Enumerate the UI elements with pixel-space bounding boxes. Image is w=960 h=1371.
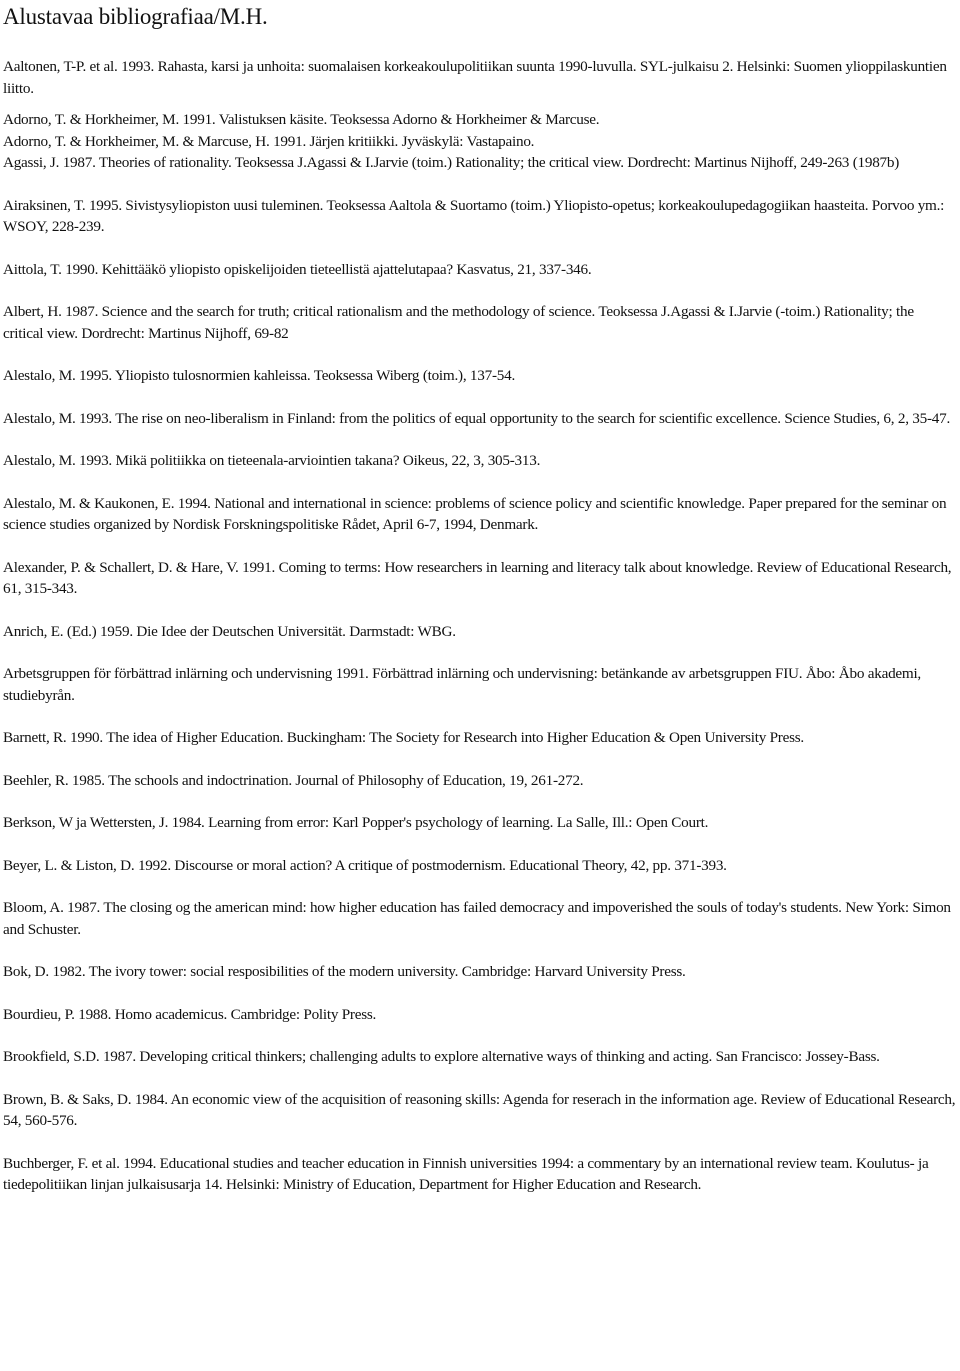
bibliography-entry: Aittola, T. 1990. Kehittääkö yliopisto opiskelijoiden tieteellistä ajattelutapaa? Kasvatus, 21, 337-346. xyxy=(3,260,592,278)
bibliography-entry: Bok, D. 1982. The ivory tower: social resposibilities of the modern university. Cambridge: Harvard University Press. xyxy=(3,963,686,980)
bibliography-entry: Berkson, W ja Wettersten, J. 1984. Learning from error: Karl Popper's psychology of learning. La Salle, Ill.: Open Court. xyxy=(3,814,709,831)
bibliography-entry: Adorno, T. & Horkheimer, M. 1991. Valistuksen käsite. Teoksessa Adorno & Horkheimer & Marcuse. xyxy=(3,111,600,128)
bibliography-entry: Alestalo, M. 1993. The rise on neo-liberalism in Finland: from the politics of equal opportunity to the search for scientific excellence. Science Studies, 6, 2, 35-47. xyxy=(3,409,951,427)
bibliography-entry: Alestalo, M. & Kaukonen, E. 1994. National and international in science: problems of science policy and scientific knowledge. Paper prepared for the seminar on science studies organized by Nordisk Forskningspolitiske Rådet, April 6-7, 1994, Denmark. xyxy=(3,494,947,533)
bibliography-list xyxy=(3,56,957,1196)
bibliography-entry: Alestalo, M. 1993. Mikä politiikka on tieteenala-arviointien takana? Oikeus, 22, 3, 305-313. xyxy=(3,452,541,469)
bibliography-entry: Buchberger, F. et al. 1994. Educational studies and teacher education in Finnish universities 1994: a commentary by an international review team. Koulutus- ja tiedepolitiikan linjan julkaisusarja 14. Helsinki: Ministry of Education, Department for Higher Education and Research. xyxy=(3,1154,929,1193)
bibliography-entry: Anrich, E. (Ed.) 1959. Die Idee der Deutschen Universität. Darmstadt: WBG. xyxy=(3,622,456,640)
bibliography-entry: Brown, B. & Saks, D. 1984. An economic view of the acquisition of reasoning skills: Agenda for reserach in the information age. Review of Educational Research, 54, 560-576. xyxy=(3,1090,956,1129)
bibliography-entry: Airaksinen, T. 1995. Sivistysyliopiston uusi tuleminen. Teoksessa Aaltola & Suortamo (toim.) Yliopisto-opetus; korkeakoulupedagogiikan haasteita. Porvoo ym.: WSOY, 228-239. xyxy=(3,196,945,235)
bibliography-entry: Bourdieu, P. 1988. Homo academicus. Cambridge: Polity Press. xyxy=(3,1005,377,1023)
bibliography-entry: Alexander, P. & Schallert, D. & Hare, V. 1991. Coming to terms: How researchers in learning and literacy talk about knowledge. Review of Educational Research, 61, 315-343. xyxy=(3,558,952,597)
bibliography-entry: Adorno, T. & Horkheimer, M. & Marcuse, H. 1991. Järjen kritiikki. Jyväskylä: Vastapaino. xyxy=(3,132,535,150)
page-title: Alustavaa bibliografiaa/M.H. xyxy=(3,4,268,29)
bibliography-entry: Beehler, R. 1985. The schools and indoctrination. Journal of Philosophy of Education, 19, 261-272. xyxy=(3,771,584,789)
document-page xyxy=(3,0,957,1217)
bibliography-entry: Brookfield, S.D. 1987. Developing critical thinkers; challenging adults to explore alternative ways of thinking and acting. San Francisco: Jossey-Bass. xyxy=(3,1048,880,1065)
bibliography-entry: Beyer, L. & Liston, D. 1992. Discourse or moral action? A critique of postmodernism. Educational Theory, 42, pp. 371-393. xyxy=(3,856,727,874)
bibliography-entry: Agassi, J. 1987. Theories of rationality. Teoksessa J.Agassi & I.Jarvie (toim.) Rationality; the critical view. Dordrecht: Martinus Nijhoff, 249-263 (1987b) xyxy=(3,154,900,171)
bibliography-entry: Barnett, R. 1990. The idea of Higher Education. Buckingham: The Society for Research into Higher Education & Open University Press. xyxy=(3,729,804,746)
bibliography-entry: Arbetsgruppen för förbättrad inlärning och undervisning 1991. Förbättrad inlärning och undervisning: betänkande av arbetsgruppen FIU. Åbo: Åbo akademi, studiebyrån. xyxy=(3,665,921,704)
bibliography-entry: Alestalo, M. 1995. Yliopisto tulosnormien kahleissa. Teoksessa Wiberg (toim.), 137-54. xyxy=(3,367,515,384)
bibliography-entry: Albert, H. 1987. Science and the search for truth; critical rationalism and the methodology of science. Teoksessa J.Agassi & I.Jarvie (-toim.) Rationality; the critical view. Dordrecht: Martinus Nijhoff, 69-82 xyxy=(3,303,914,342)
bibliography-entry: Bloom, A. 1987. The closing og the american mind: how higher education has failed democracy and impoverished the souls of today's students. New York: Simon and Schuster. xyxy=(3,899,951,938)
bibliography-entry: Aaltonen, T-P. et al. 1993. Rahasta, karsi ja unhoita: suomalaisen korkeakoulupolitiikan suunta 1990-luvulla. SYL-julkaisu 2. Helsinki: Suomen ylioppilaskuntien liitto. xyxy=(3,58,947,97)
